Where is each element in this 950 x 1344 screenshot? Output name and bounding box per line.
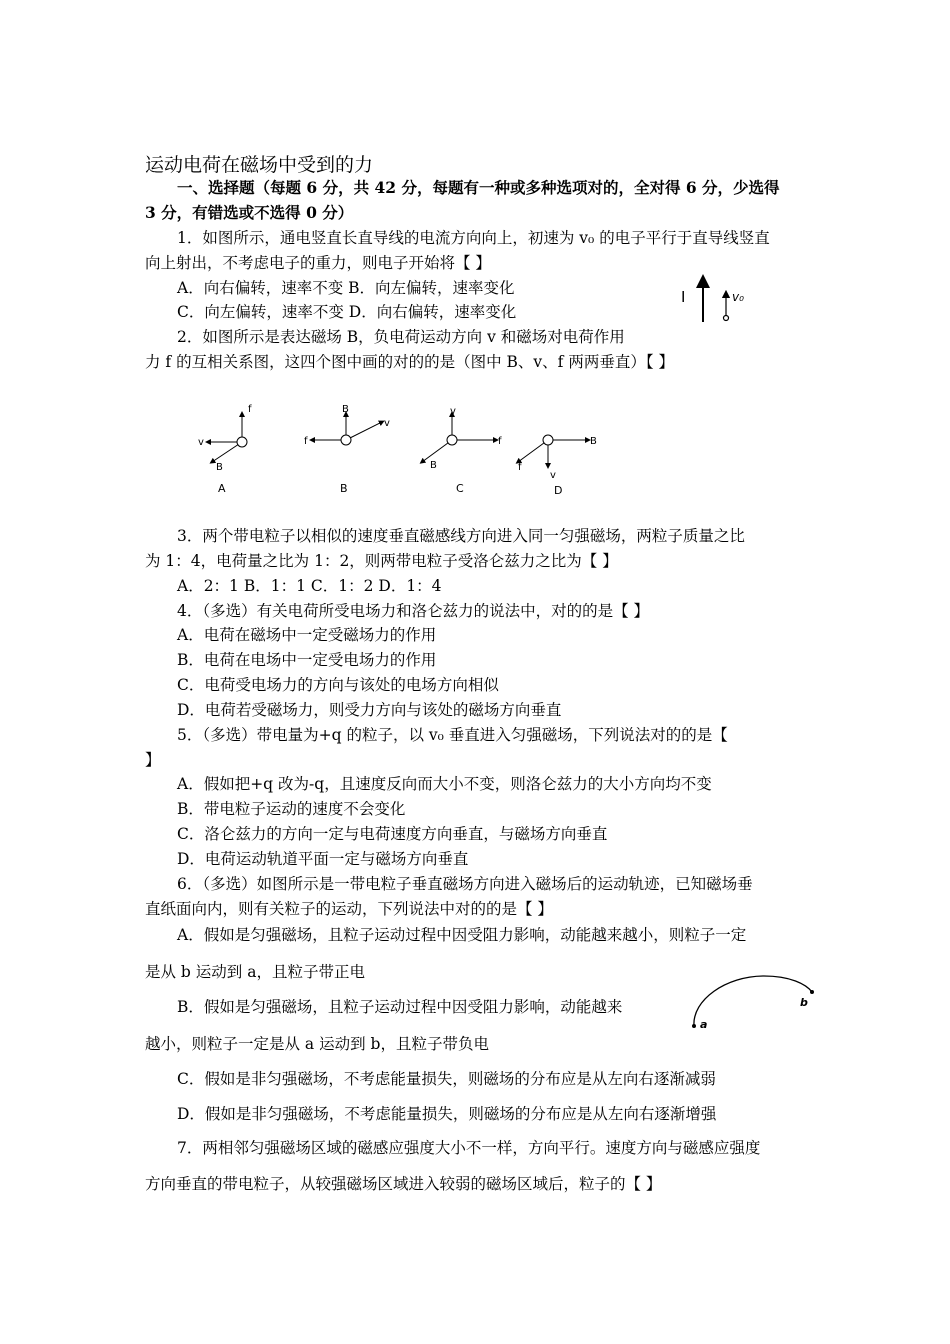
q4-option-a: A．电荷在磁场中一定受磁场力的作用 — [177, 626, 437, 644]
svg-text:v: v — [198, 437, 204, 448]
q3-options: A．2：1 B．1：1 C．1：2 D．1：4 — [177, 577, 442, 595]
q2-stem-line2: 力 f 的互相关系图，这四个图中画的对的的是（图中 B、v、f 两两垂直）【 】 — [145, 353, 675, 371]
q5-stem-line1: 5．（多选）带电量为+q 的粒子，以 v₀ 垂直进入匀强磁场，下列说法对的的是【 — [177, 726, 728, 744]
section-heading-line2: 3 分，有错选或不选得 0 分） — [145, 203, 354, 222]
q6-option-b-line1: B．假如是匀强磁场，且粒子运动过程中因受阻力影响，动能越来 — [177, 998, 623, 1016]
q6-option-b-line2: 越小，则粒子一定是从 a 运动到 b，且粒子带负电 — [145, 1035, 489, 1053]
svg-text:v: v — [450, 406, 456, 417]
q6-option-c: C．假如是非匀强磁场，不考虑能量损失，则磁场的分布应是从左向右逐渐减弱 — [177, 1070, 716, 1088]
q5-option-b: B．带电粒子运动的速度不会变化 — [177, 800, 406, 818]
svg-text:f: f — [304, 436, 308, 447]
svg-text:B: B — [216, 462, 223, 473]
q5-option-d: D．电荷运动轨道平面一定与磁场方向垂直 — [177, 850, 469, 868]
q3-stem-line1: 3．两个带电粒子以相似的速度垂直磁感线方向进入同一匀强磁场，两粒子质量之比 — [177, 527, 745, 545]
svg-text:D: D — [554, 484, 563, 496]
svg-text:f: f — [518, 462, 522, 473]
point-b — [810, 990, 814, 994]
velocity-label: v₀ — [732, 290, 744, 304]
q5-stem-line2: 】 — [145, 751, 161, 769]
svg-text:B: B — [590, 436, 597, 447]
point-a-label: a — [700, 1018, 708, 1031]
q6-option-a-line1: A．假如是匀强磁场，且粒子运动过程中因受阻力影响，动能越来越小，则粒子一定 — [177, 926, 747, 944]
svg-text:v: v — [550, 470, 556, 481]
q6-stem-line1: 6．（多选）如图所示是一带电粒子垂直磁场方向进入磁场后的运动轨迹，已知磁场垂 — [177, 875, 753, 893]
q4-option-b: B．电荷在电场中一定受电场力的作用 — [177, 651, 437, 669]
svg-text:f: f — [248, 404, 252, 415]
q2-stem-line1: 2．如图所示是表达磁场 B，负电荷运动方向 v 和磁场对电荷作用 — [177, 328, 625, 346]
page-title: 运动电荷在磁场中受到的力 — [145, 154, 374, 176]
q1-options-row1: A．向右偏转，速率不变 B．向左偏转，速率变化 — [177, 279, 515, 297]
q7-stem-line1: 7．两相邻匀强磁场区域的磁感应强度大小不一样，方向平行。速度方向与磁感应强度 — [177, 1139, 761, 1157]
q1-stem-line1: 1．如图所示，通电竖直长直导线的电流方向向上，初速为 v₀ 的电子平行于直导线竖直 — [177, 229, 770, 247]
svg-text:f: f — [498, 436, 502, 447]
point-b-label: b — [800, 996, 808, 1009]
q1-wire-figure — [675, 272, 755, 328]
q4-option-d: D．电荷若受磁场力，则受力方向与该处的磁场方向垂直 — [177, 701, 562, 719]
q1-options-row2: C．向左偏转，速率不变 D．向右偏转，速率变化 — [177, 303, 517, 321]
section-heading-line1: 一、选择题（每题 6 分，共 42 分，每题有一种或多种选项对的，全对得 6 分，少选得 — [177, 178, 780, 197]
q7-stem-line2: 方向垂直的带电粒子，从较强磁场区域进入较弱的磁场区域后，粒子的【 】 — [145, 1175, 662, 1193]
q1-stem-line2: 向上射出，不考虑电子的重力，则电子开始将【 】 — [145, 254, 491, 272]
q3-stem-line2: 为 1：4，电荷量之比为 1：2，则两带电粒子受洛仑兹力之比为【 】 — [145, 552, 618, 570]
svg-text:A: A — [218, 482, 226, 495]
q5-option-a: A．假如把+q 改为-q，且速度反向而大小不变，则洛仑兹力的大小方向均不变 — [177, 775, 712, 793]
svg-text:B: B — [342, 404, 349, 415]
q6-stem-line2: 直纸面向内，则有关粒子的运动，下列说法中对的的是【 】 — [145, 900, 553, 918]
electron-dot — [724, 316, 729, 321]
trajectory-arc — [694, 976, 812, 1026]
q4-stem: 4．（多选）有关电荷所受电场力和洛仑兹力的说法中，对的的是【 】 — [177, 602, 650, 620]
q5-option-c: C．洛仑兹力的方向一定与电荷速度方向垂直，与磁场方向垂直 — [177, 825, 608, 843]
svg-text:B: B — [430, 460, 437, 471]
q2-vector-figures — [190, 400, 620, 496]
svg-text:v: v — [384, 418, 390, 429]
svg-text:C: C — [456, 482, 464, 495]
current-label: I — [681, 288, 686, 306]
q4-option-c: C．电荷受电场力的方向与该处的电场方向相似 — [177, 676, 499, 694]
svg-text:B: B — [340, 482, 348, 495]
q6-option-d: D．假如是非匀强磁场，不考虑能量损失，则磁场的分布应是从左向右逐渐增强 — [177, 1105, 717, 1123]
q6-trajectory-figure — [686, 970, 818, 1032]
q6-option-a-line2: 是从 b 运动到 a，且粒子带正电 — [145, 963, 365, 981]
point-a — [692, 1024, 696, 1028]
